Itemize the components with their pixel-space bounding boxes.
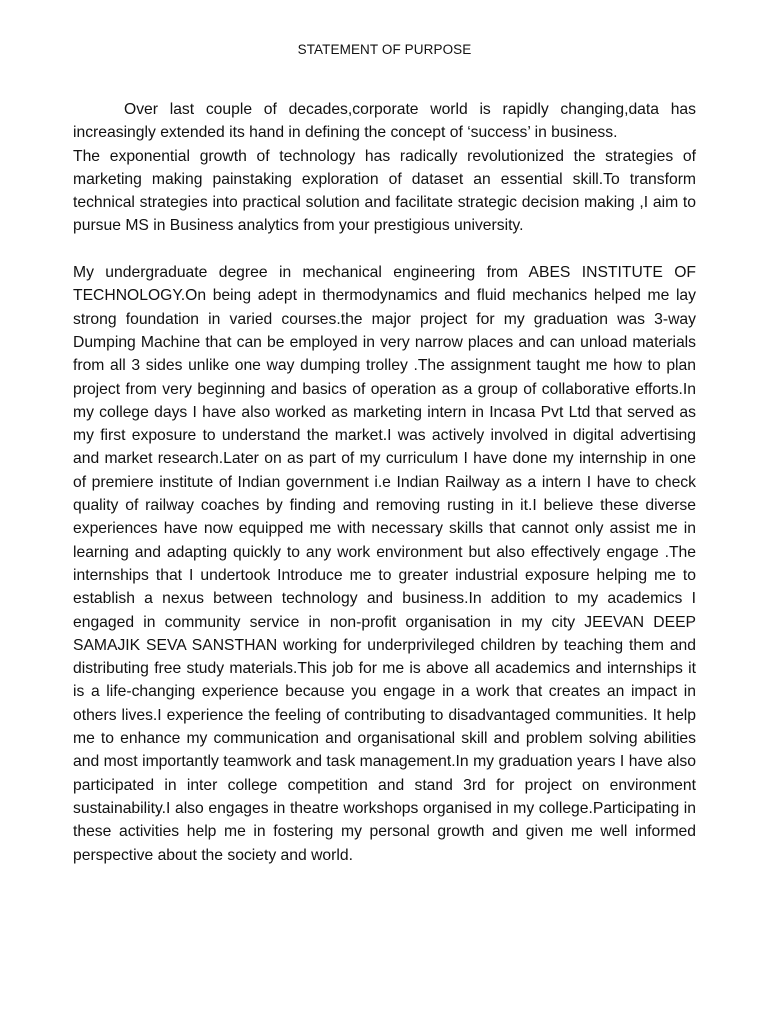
body-paragraph: My undergraduate degree in mechanical engineering from ABES INSTITUTE OF TECHNOLOGY.On being adept in thermodynamics and fluid mechanics helped me lay strong foundation in varied courses.the major project for my graduation was 3-way Dumping Machine that can be employed in very narrow places and can unload materials from all 3 sides unlike one way dumping trolley .The assignment taught me how to plan project from very beginning and basics of operation as a group of collaborative efforts.In my college days I have also worked as marketing intern in Incasa Pvt Ltd that served as my first exposure to understand the market.I was actively involved in digital advertising and market research.Later on as part of my curriculum I have done my internship in one of premiere institute of Indian government i.e Indian Railway as a intern I have to check quality of railway coaches by finding and removing rusting in it.I believe these diverse experiences have now equipped me with necessary skills that cannot only assist me in learning and adapting quickly to any work environment but also effectively engage .The internships that I undertook Introduce me to greater industrial exposure helping me to establish a nexus between technology and business.In addition to my academics I engaged in community service in non-profit organisation in my city JEEVAN DEEP SAMAJIK SEVA SANSTHAN working for underprivileged children by teaching them and distributing free study materials.This job for me is above all academics and internships it is a life-changing experience because you engage in a work that creates an impact in others lives.I experience the feeling of contributing to disadvantaged communities. It help me to enhance my communication and organisational skill and problem solving abilities and most importantly teamwork and task management.In my graduation years I have also participated in inter college competition and stand 3rd for project on environment sustainability.I also engages in theatre workshops organised in my college.Participating in these activities help me in fostering my personal growth and given me well informed perspective about the society and world.: [73, 264, 696, 864]
page-title: STATEMENT OF PURPOSE: [297, 42, 472, 57]
paragraph-spacer: [73, 238, 696, 261]
intro-paragraph-text: Over last couple of decades,corporate world is rapidly changing,data has increasingly extended its hand in defining the concept of ‘success’ in business.: [73, 101, 696, 142]
intro-paragraph: [73, 98, 696, 238]
intro-paragraph-continuation: The exponential growth of technology has radically revolutionized the strategies of marketing making painstaking exploration of dataset an essential skill.To transform technical strategies into practical solution and facilitate strategic decision making ,I aim to pursue MS in Business analytics from your prestigious university.: [73, 147, 696, 235]
